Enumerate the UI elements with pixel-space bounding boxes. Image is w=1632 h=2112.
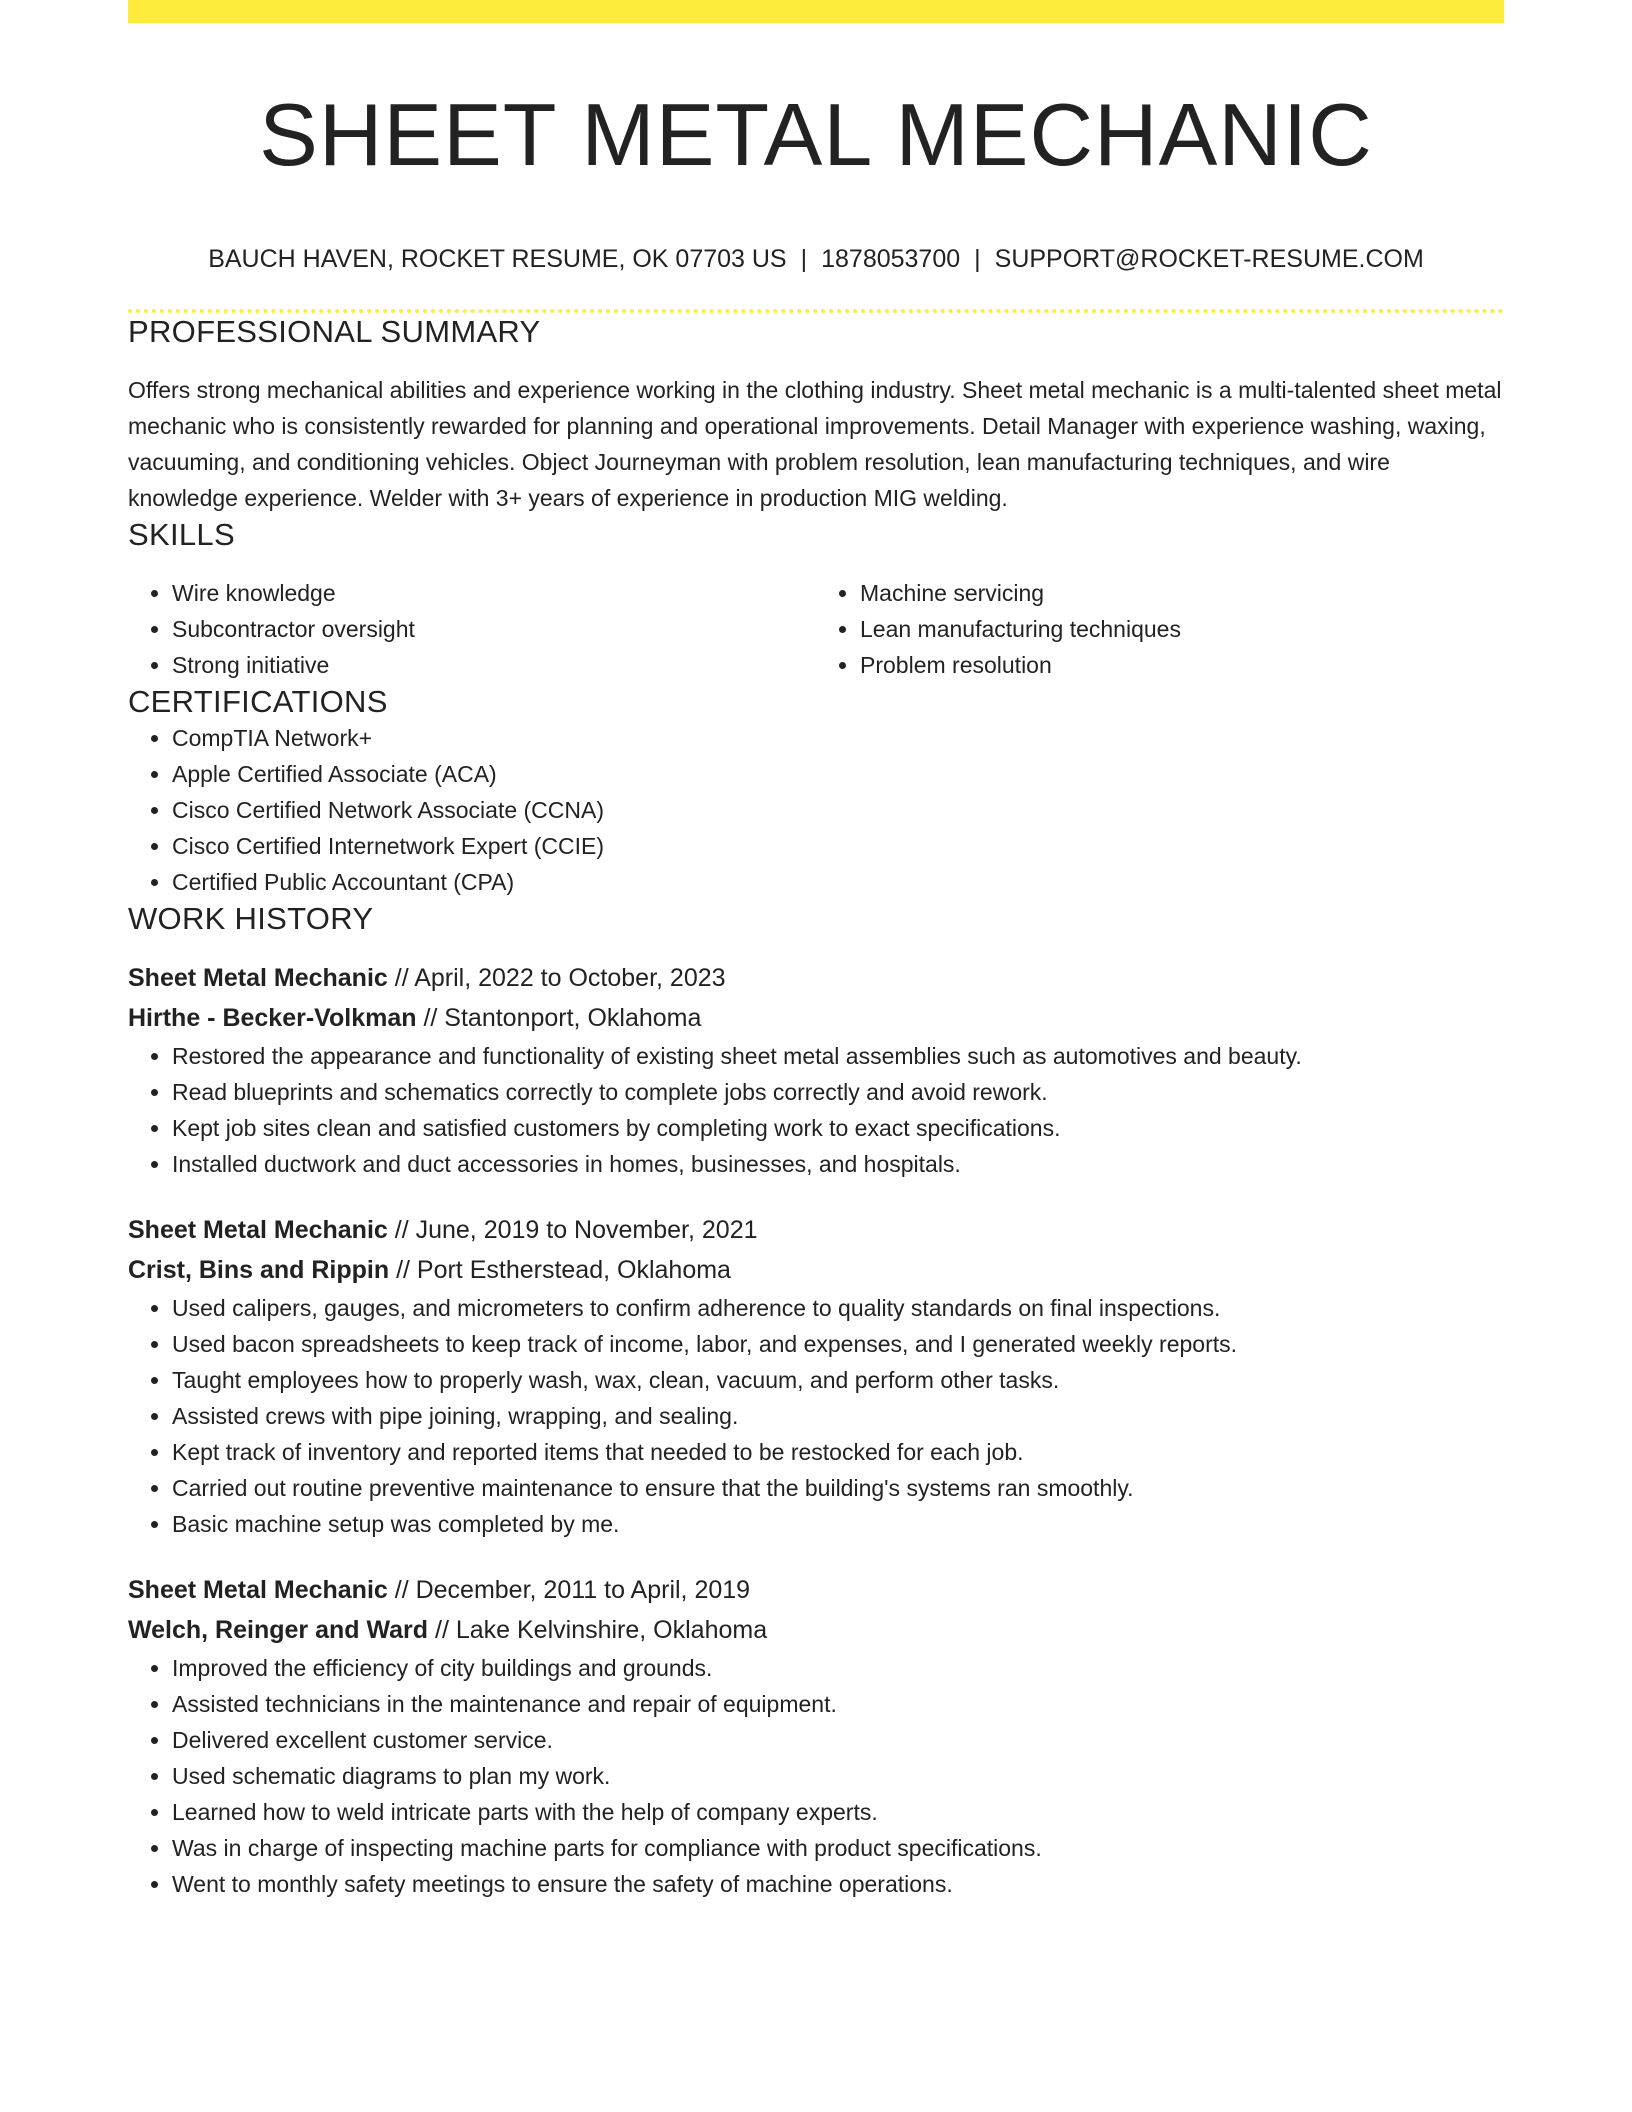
skill-item: • Lean manufacturing techniques: [860, 611, 1504, 647]
job-dates: // December, 2011 to April, 2019: [387, 1575, 751, 1604]
certifications-heading: CERTIFICATIONS: [128, 684, 388, 720]
job-role: Sheet Metal Mechanic: [128, 963, 388, 992]
summary-section: [128, 313, 1504, 516]
skill-item: • Subcontractor oversight: [172, 611, 816, 647]
skills-column-right: [816, 575, 1504, 683]
summary-text: Offers strong mechanical abilities and experience working in the clothing industry. Sheet metal mechanic is a multi-talented sheet metal mechanic who is consistently rewarded for planning and operational improvements. Detail Manager with experience washing, waxing, vacuuming, and conditioning vehicles. Object Journeyman with problem resolution, lean manufacturing techniques, and wire knowledge experience. Welder with 3+ years of experience in production MIG welding.: [128, 376, 1502, 511]
job-location: // Lake Kelvinshire, Oklahoma: [428, 1615, 768, 1644]
job-bullet: • Installed ductwork and duct accessories in homes, businesses, and hospitals.: [172, 1146, 1504, 1182]
contact-line: [128, 244, 1504, 274]
job-entry: [128, 1210, 1504, 1542]
job-bullet: • Used schematic diagrams to plan my work.: [172, 1758, 1504, 1794]
resume-page: [128, 0, 1504, 1902]
job-bullets: [128, 1290, 1504, 1542]
contact-phone: 1878053700: [821, 244, 961, 273]
certifications-list: [128, 720, 1504, 900]
job-bullet: • Restored the appearance and functionality of existing sheet metal assemblies such as automotives and beauty.: [172, 1038, 1504, 1074]
job-dates: // April, 2022 to October, 2023: [387, 963, 726, 992]
job-role-line: [128, 1210, 1504, 1250]
job-bullet: • Read blueprints and schematics correctly to complete jobs correctly and avoid rework.: [172, 1074, 1504, 1110]
job-role-line: [128, 1570, 1504, 1610]
job-company: Hirthe - Becker-Volkman: [128, 1003, 417, 1032]
job-bullet: • Delivered excellent customer service.: [172, 1722, 1504, 1758]
certifications-section: [128, 683, 1504, 900]
contact-address: BAUCH HAVEN, ROCKET RESUME, OK 07703 US: [208, 244, 787, 273]
certification-item: • CompTIA Network+: [172, 720, 1504, 756]
job-bullet: • Assisted crews with pipe joining, wrapping, and sealing.: [172, 1398, 1504, 1434]
top-accent-bar: [128, 0, 1504, 23]
job-bullet: • Went to monthly safety meetings to ensure the safety of machine operations.: [172, 1866, 1504, 1902]
job-bullet: • Was in charge of inspecting machine parts for compliance with product specifications.: [172, 1830, 1504, 1866]
job-company-line: [128, 998, 1504, 1038]
summary-heading: PROFESSIONAL SUMMARY: [128, 313, 541, 349]
certification-item: • Cisco Certified Internetwork Expert (CCIE): [172, 828, 1504, 864]
job-bullet: • Improved the efficiency of city buildings and grounds.: [172, 1650, 1504, 1686]
contact-separator: |: [800, 244, 808, 273]
job-bullets: [128, 1038, 1504, 1182]
job-bullets: [128, 1650, 1504, 1902]
job-bullet: • Kept job sites clean and satisfied customers by completing work to exact specifications.: [172, 1110, 1504, 1146]
job-bullet: • Kept track of inventory and reported items that needed to be restocked for each job.: [172, 1434, 1504, 1470]
job-company: Crist, Bins and Rippin: [128, 1255, 390, 1284]
skills-section: [128, 516, 1504, 683]
job-location: // Port Estherstead, Oklahoma: [389, 1255, 731, 1284]
job-location: // Stantonport, Oklahoma: [416, 1003, 702, 1032]
job-bullet: • Used calipers, gauges, and micrometers to confirm adherence to quality standards on final inspections.: [172, 1290, 1504, 1326]
job-entry: [128, 958, 1504, 1182]
certification-item: • Certified Public Accountant (CPA): [172, 864, 1504, 900]
skills-heading: SKILLS: [128, 516, 235, 552]
job-role: Sheet Metal Mechanic: [128, 1215, 388, 1244]
skills-column-left: [128, 575, 816, 683]
certification-item: • Apple Certified Associate (ACA): [172, 756, 1504, 792]
certification-item: • Cisco Certified Network Associate (CCNA): [172, 792, 1504, 828]
job-role: Sheet Metal Mechanic: [128, 1575, 388, 1604]
job-company-line: [128, 1250, 1504, 1290]
job-company-line: [128, 1610, 1504, 1650]
job-role-line: [128, 958, 1504, 998]
job-bullet: • Basic machine setup was completed by me.: [172, 1506, 1504, 1542]
job-bullet: • Carried out routine preventive maintenance to ensure that the building's systems ran smoothly.: [172, 1470, 1504, 1506]
contact-email: SUPPORT@ROCKET-RESUME.COM: [994, 244, 1424, 273]
job-bullet: • Learned how to weld intricate parts with the help of company experts.: [172, 1794, 1504, 1830]
skill-item: • Strong initiative: [172, 647, 816, 683]
job-bullet: • Assisted technicians in the maintenance and repair of equipment.: [172, 1686, 1504, 1722]
job-bullet: • Used bacon spreadsheets to keep track of income, labor, and expenses, and I generated weekly reports.: [172, 1326, 1504, 1362]
skills-grid: [128, 575, 1504, 683]
skill-item: • Wire knowledge: [172, 575, 816, 611]
job-dates: // June, 2019 to November, 2021: [387, 1215, 758, 1244]
work-history-heading: WORK HISTORY: [128, 901, 374, 937]
work-history-section: [128, 900, 1504, 1901]
job-entry: [128, 1570, 1504, 1902]
resume-title: SHEET METAL MECHANIC: [259, 85, 1373, 184]
skill-item: • Problem resolution: [860, 647, 1504, 683]
job-bullet: • Taught employees how to properly wash, wax, clean, vacuum, and perform other tasks.: [172, 1362, 1504, 1398]
job-company: Welch, Reinger and Ward: [128, 1615, 429, 1644]
contact-separator: |: [974, 244, 981, 273]
skill-item: • Machine servicing: [860, 575, 1504, 611]
